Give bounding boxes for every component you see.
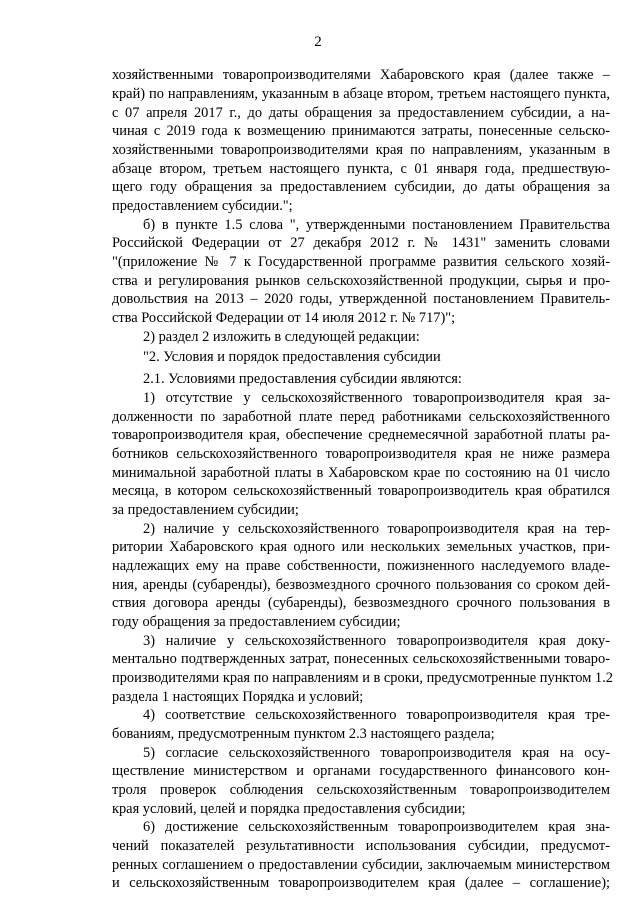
text-line: ства Российской Федерации от 14 июля 2012 г. № 717)";	[112, 310, 456, 326]
text-line: раздела 1 настоящих Порядка и условий;	[112, 689, 364, 705]
text-line: 2.1. Условиями предоставления субсидии являются:	[143, 371, 462, 387]
text-line: за предоставлением субсидии;	[112, 502, 299, 518]
text-line: предоставлением субсидии.";	[112, 198, 293, 214]
text-line: чиная с 2019 года к возмещению принимаются затраты, понесенные сельско-	[112, 123, 610, 139]
text-line: 6) достижение сельскохозяйственным товаропроизводителем края зна-	[143, 819, 610, 835]
text-line: ритории Хабаровского края одного или нескольких земельных участков, при-	[112, 539, 610, 555]
text-line: щего году обращения за предоставлением субсидии, до даты обращения за	[112, 179, 610, 195]
text-line: производителями края по направлениям и в сроки, предусмотренные пунктом 1.2	[112, 670, 613, 686]
text-line: ботников сельскохозяйственного товаропроизводителя края не ниже размера	[112, 446, 610, 462]
text-line: троля проверок соблюдения сельскохозяйственным товаропроизводителем	[112, 782, 610, 798]
text-line: чений показателей результативности использования субсидии, предусмот-	[112, 838, 610, 854]
text-line: долженности по заработной плате перед работниками сельскохозяйственного	[112, 409, 610, 425]
text-line: довольствия на 2013 – 2020 годы, утвержденной постановлением Правитель-	[112, 291, 610, 307]
text-line: ния, аренды (субаренды), безвозмездного срочного пользования со сроком дей-	[112, 577, 610, 593]
text-line: 2) раздел 2 изложить в следующей редакции:	[143, 329, 420, 345]
text-line: 4) соответствие сельскохозяйственного товаропроизводителя края тре-	[143, 707, 610, 723]
text-line: ментально подтвержденных затрат, понесенных сельскохозяйственными товаро-	[112, 651, 610, 667]
text-line: минимальной заработной платы в Хабаровском крае по состоянию на 01 число	[112, 465, 610, 481]
text-line: бованиям, предусмотренным пунктом 2.3 настоящего раздела;	[112, 726, 495, 742]
text-line: 2) наличие у сельскохозяйственного товаропроизводителя края на тер-	[143, 521, 610, 537]
text-line: 1) отсутствие у сельскохозяйственного товаропроизводителя края за-	[143, 390, 610, 406]
text-line: товаропроизводителя края, обеспечение среднемесячной заработной платы ра-	[112, 427, 610, 443]
text-line: хозяйственными товаропроизводителями Хабаровского края (далее также –	[112, 67, 610, 83]
text-line: абзаце втором, третьем настоящего пункта, с 01 января года, предшествую-	[112, 161, 610, 177]
text-line: с 07 апреля 2017 г., до даты обращения за предоставлением субсидии, а на-	[112, 105, 610, 121]
text-line: 5) согласие сельскохозяйственного товаропроизводителя края на осу-	[143, 745, 610, 761]
section-heading: "2. Условия и порядок предоставления субсидии	[143, 349, 441, 365]
text-line: б) в пункте 1.5 слова ", утвержденными постановлением Правительства	[143, 217, 610, 233]
text-line: ства и регулирования рынков сельскохозяйственной продукции, сырья и про-	[112, 273, 610, 289]
text-line: ренных соглашением о предоставлении субсидии, заключаемым министерством	[112, 857, 610, 873]
text-line: хозяйственными товаропроизводителями края по направлениям, указанным в	[112, 142, 610, 158]
text-line: году обращения за предоставлением субсидии;	[112, 614, 401, 630]
text-line: ществление министерством и органами государственного финансового кон-	[112, 763, 610, 779]
text-line: надлежащих ему на праве собственности, пожизненного наследуемого владе-	[112, 558, 610, 574]
text-line: "(приложение № 7 к Государственной программе развития сельского хозяй-	[112, 254, 610, 270]
text-line: Российской Федерации от 27 декабря 2012 г. № 1431" заменить словами	[112, 235, 610, 251]
text-line: край) по направлениям, указанным в абзаце втором, третьем настоящего пункта,	[112, 86, 610, 102]
text-line: ствия договора аренды (субаренды), безвозмездного срочного пользования в	[112, 595, 610, 611]
text-line: месяца, в котором сельскохозяйственный товаропроизводитель края обратился	[112, 483, 610, 499]
text-line: и сельскохозяйственным товаропроизводителем края (далее – соглашение);	[112, 875, 610, 891]
text-line: 3) наличие у сельскохозяйственного товаропроизводителя края доку-	[143, 633, 610, 649]
text-line: края условий, целей и порядка предоставления субсидии;	[112, 801, 466, 817]
page-number: 2	[314, 34, 322, 50]
